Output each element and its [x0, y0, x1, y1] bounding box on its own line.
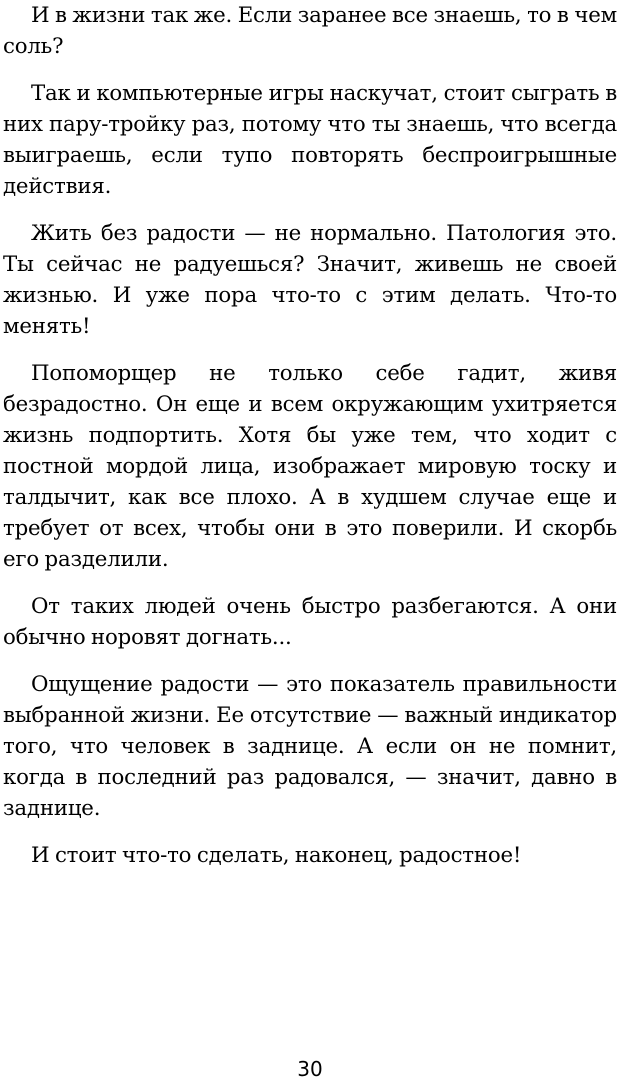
- body-text: [3, 0, 617, 887]
- page-number: 30: [297, 1057, 323, 1081]
- paragraph-7: И стоит что-то сделать, наконец, радостное!: [31, 843, 522, 868]
- paragraph-1: И в жизни так же. Если заранее все знаешь, то в чем соль?: [3, 3, 617, 59]
- paragraph-6: Ощущение радости — это показатель правильности выбранной жизни. Ее отсутствие — важный индикатор того, что человек в заднице. А если он не помнит, когда в последний раз радовался, — значит, давно в заднице.: [3, 672, 617, 821]
- paragraph-3: Жить без радости — не нормально. Патология это. Ты сейчас не радуешься? Значит, живешь не своей жизнью. И уже пора что-то с этим делать. Что-то менять!: [3, 221, 617, 339]
- paragraph-2: Так и компьютерные игры наскучат, стоит сыграть в них пару-тройку раз, потому что ты знаешь, что всегда выиграешь, если тупо повторять беспроигрышные действия.: [3, 81, 617, 199]
- paragraph-5: От таких людей очень быстро разбегаются. А они обычно норовят догнать...: [3, 594, 617, 650]
- paragraph-4: Попоморщер не только себе гадит, живя безрадостно. Он еще и всем окружающим ухитряется жизнь подпортить. Хотя бы уже тем, что ходит с постной мордой лица, изображает мировую тоску и талдычит, как все плохо. А в худшем случае еще и требует от всех, чтобы они в это поверили. И скорбь его разделили.: [3, 361, 617, 572]
